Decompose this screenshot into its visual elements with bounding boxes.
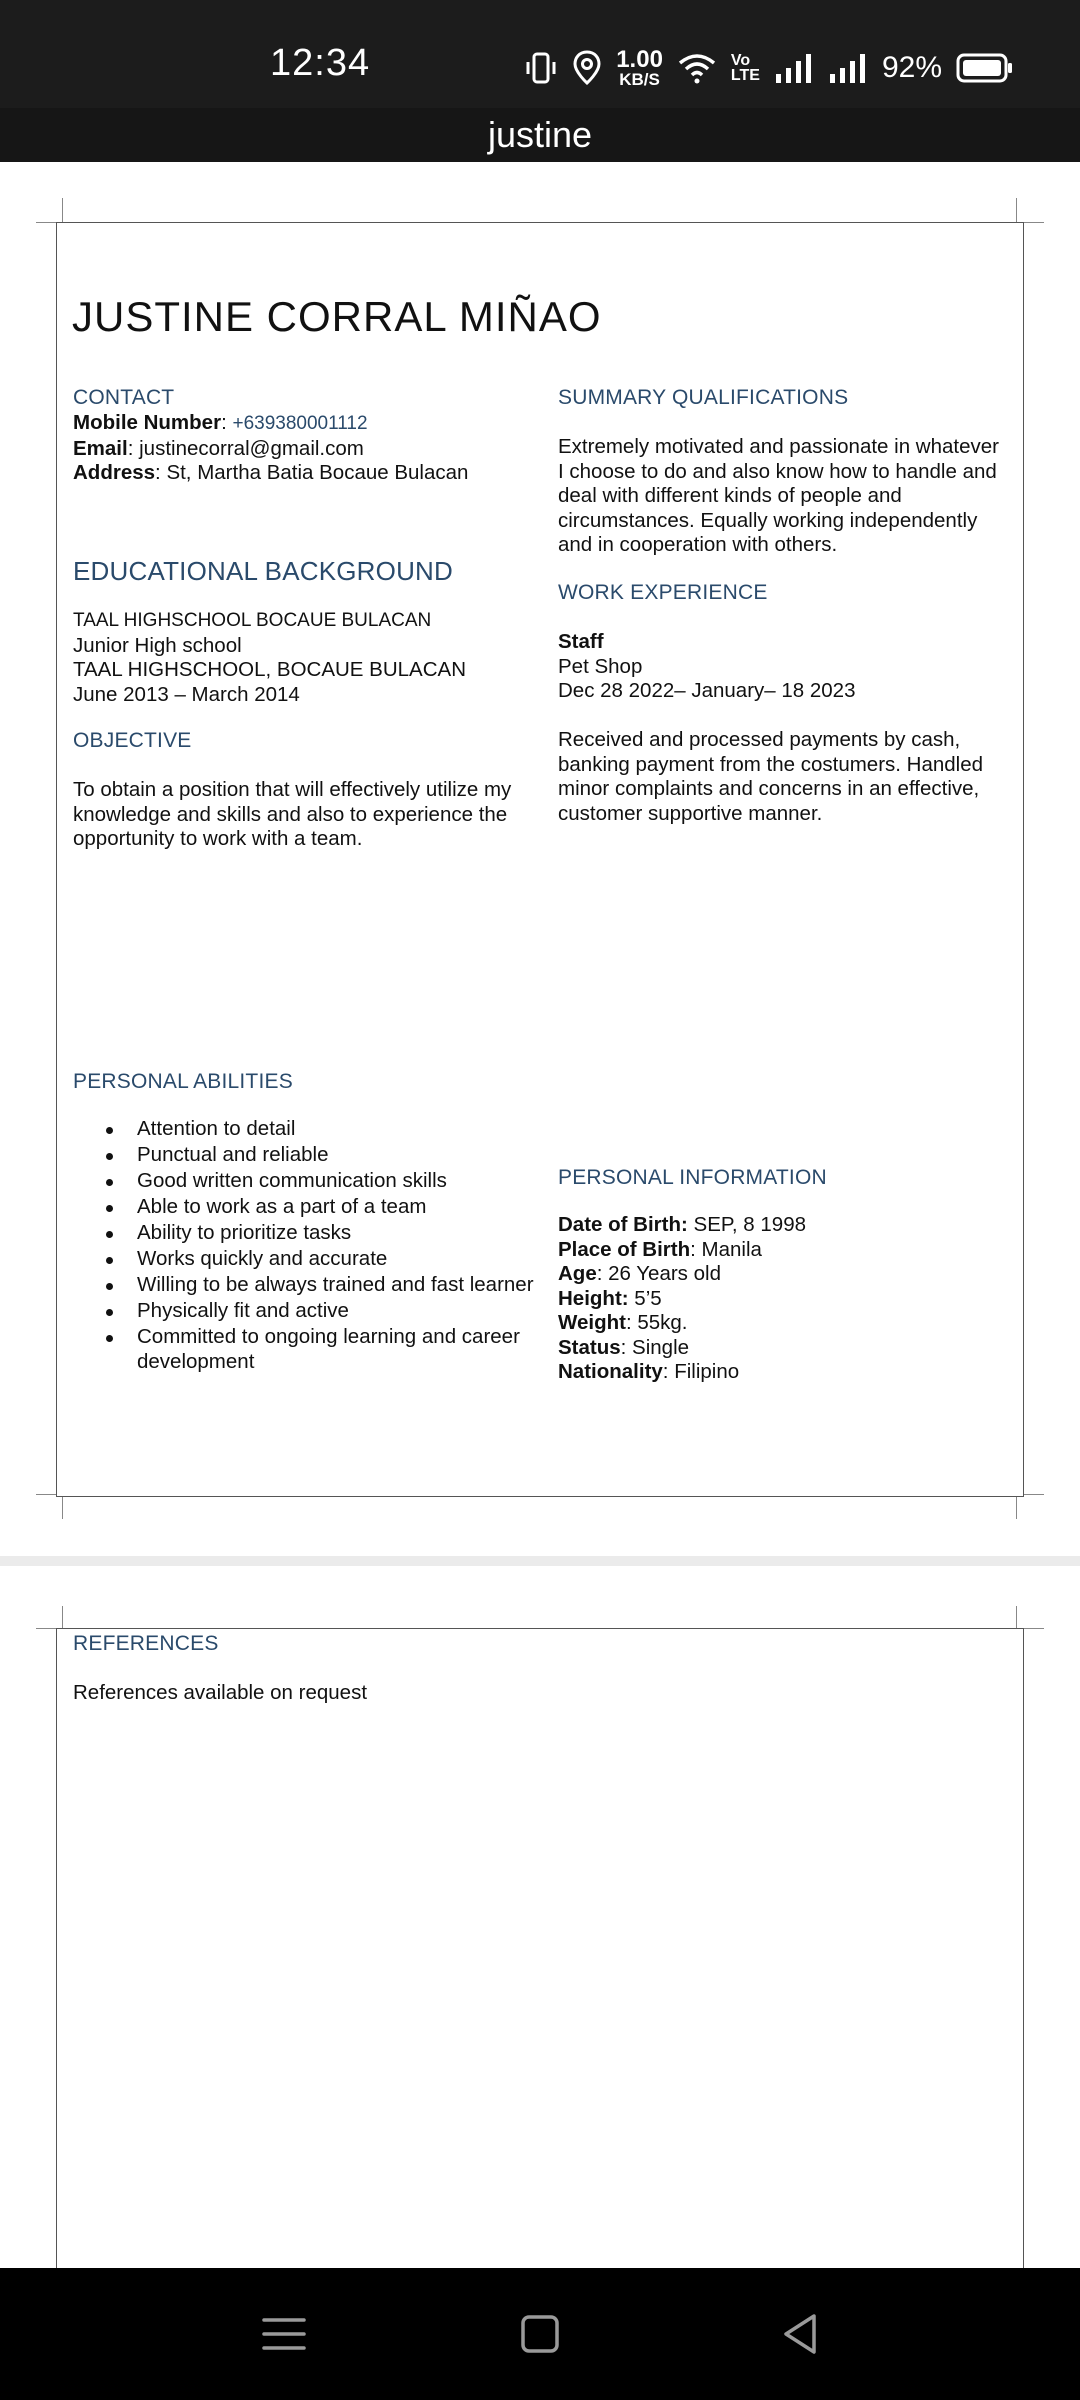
- crop-mark: [1024, 222, 1044, 223]
- contact-block: [73, 411, 533, 486]
- volte-indicator: Vo LTE: [730, 52, 760, 84]
- status-label: Status: [558, 1335, 621, 1359]
- education-heading: EDUCATIONAL BACKGROUND: [73, 556, 454, 586]
- ability-item: Punctual and reliable: [110, 1143, 540, 1168]
- menu-nav-button[interactable]: [256, 2306, 312, 2362]
- nationality-label: Nationality: [558, 1360, 663, 1383]
- weight-value: : 55kg.: [625, 1311, 688, 1334]
- location-icon: [572, 50, 602, 86]
- education-school: TAAL HIGHSCHOOL, BOCAUE BULACAN: [73, 658, 467, 681]
- crop-mark: [62, 1606, 63, 1628]
- system-nav-bar: [0, 2268, 1080, 2400]
- wifi-icon: [677, 51, 717, 85]
- summary-text: Extremely motivated and passionate in whatever I choose to do and also know how to handle and deal with different kinds of people and circumstances. Equally working independently and in cooperation with others.: [558, 435, 999, 556]
- education-block: [73, 609, 543, 707]
- crop-mark: [1016, 198, 1017, 222]
- weight-label: Weight: [558, 1311, 626, 1334]
- email-label: Email: [73, 436, 128, 460]
- personal-info-heading: PERSONAL INFORMATION: [558, 1166, 827, 1189]
- ability-item: Willing to be always trained and fast learner: [110, 1273, 540, 1298]
- page-separator: [0, 1556, 1080, 1566]
- mobile-number-link[interactable]: +639380001112: [232, 413, 368, 434]
- home-nav-button[interactable]: [512, 2306, 568, 2362]
- objective-heading: OBJECTIVE: [73, 729, 192, 752]
- age-value: : 26 Years old: [596, 1262, 721, 1285]
- age-label: Age: [558, 1262, 597, 1285]
- network-speed: [616, 45, 663, 89]
- weight-line: [558, 1311, 1008, 1336]
- references-text: References available on request: [73, 1681, 368, 1704]
- ability-item: Ability to prioritize tasks: [110, 1221, 540, 1246]
- abilities-heading: PERSONAL ABILITIES: [73, 1070, 293, 1093]
- work-company: Pet Shop: [558, 654, 643, 678]
- mobile-label: Mobile Number: [73, 411, 222, 434]
- document-title-bar: justine: [0, 108, 1080, 162]
- crop-mark: [1024, 1628, 1044, 1629]
- signal-icon-2: [828, 52, 868, 84]
- status-icons: [524, 46, 1014, 90]
- education-dates: June 2013 – March 2014: [73, 682, 300, 706]
- speed-value: 1.00: [616, 45, 663, 73]
- crop-mark: [1016, 1606, 1017, 1628]
- summary-heading: SUMMARY QUALIFICATIONS: [558, 386, 849, 409]
- work-heading: WORK EXPERIENCE: [558, 581, 768, 604]
- ability-item: Physically fit and active: [110, 1299, 540, 1324]
- email-line: Email: justinecorral@gmail.com: [73, 436, 364, 460]
- pob-line: [558, 1238, 1008, 1263]
- crop-mark: [62, 198, 63, 222]
- status-line: [558, 1336, 1008, 1361]
- crop-mark: [36, 222, 56, 223]
- crop-mark: [36, 1628, 56, 1629]
- signal-icon-1: [774, 52, 814, 84]
- objective-text: To obtain a position that will effectively utilize my knowledge and skills and also to experience the opportunity to work with a team.: [73, 778, 512, 850]
- personal-info-block: [558, 1213, 1008, 1385]
- mobile-line: Mobile Number: +639380001112: [73, 411, 368, 434]
- status-bar: [0, 0, 1080, 108]
- back-nav-button[interactable]: [772, 2306, 828, 2362]
- education-level: Junior High school: [73, 633, 242, 657]
- battery-icon: [956, 52, 1014, 84]
- pob-value: : Manila: [690, 1237, 762, 1261]
- ability-item: Attention to detail: [110, 1117, 540, 1142]
- height-label: Height:: [558, 1286, 629, 1310]
- age-line: [558, 1262, 1008, 1287]
- address-line: Address: St, Martha Batia Bocaue Bulacan: [73, 461, 469, 484]
- pob-label: Place of Birth: [558, 1237, 691, 1261]
- speed-unit: KB/S: [619, 69, 660, 89]
- work-block: [558, 630, 1008, 704]
- abilities-list: [110, 1117, 540, 1376]
- resume-name: JUSTINE CORRAL MIÑAO: [72, 293, 602, 340]
- ability-item: Committed to ongoing learning and career development: [110, 1325, 540, 1374]
- crop-mark: [36, 1494, 56, 1495]
- document-page-2: [56, 1628, 1024, 2328]
- ability-item: Works quickly and accurate: [110, 1247, 540, 1272]
- nationality-value: : Filipino: [662, 1360, 740, 1383]
- battery-percent: 92%: [881, 51, 942, 84]
- dob-value: SEP, 8 1998: [687, 1213, 806, 1236]
- work-description: Received and processed payments by cash, banking payment from the costumers. Handled minor complaints and concerns in an effective, customer supportive manner.: [558, 728, 984, 825]
- height-value: 5’5: [628, 1286, 662, 1310]
- address-value: St, Martha Batia Bocaue Bulacan: [166, 461, 469, 484]
- references-heading: REFERENCES: [73, 1632, 219, 1655]
- address-label: Address: [73, 461, 156, 484]
- crop-mark: [1016, 1497, 1017, 1519]
- status-time: 12:34: [270, 42, 371, 84]
- dob-label: Date of Birth:: [558, 1213, 688, 1236]
- ability-item: Able to work as a part of a team: [110, 1195, 540, 1220]
- status-value: : Single: [620, 1335, 690, 1359]
- contact-heading: CONTACT: [73, 386, 175, 409]
- crop-mark: [62, 1497, 63, 1519]
- ability-item: Good written communication skills: [110, 1169, 540, 1194]
- nationality-line: [558, 1360, 1008, 1385]
- dob-line: [558, 1213, 1008, 1238]
- vibrate-icon: [524, 51, 558, 85]
- education-school-upper: TAAL HIGHSCHOOL BOCAUE BULACAN: [73, 610, 432, 631]
- work-dates: Dec 28 2022– January– 18 2023: [558, 679, 856, 702]
- height-line: [558, 1287, 1008, 1312]
- work-position: Staff: [558, 630, 604, 653]
- email-value[interactable]: justinecorral@gmail.com: [139, 436, 364, 460]
- crop-mark: [1024, 1494, 1044, 1495]
